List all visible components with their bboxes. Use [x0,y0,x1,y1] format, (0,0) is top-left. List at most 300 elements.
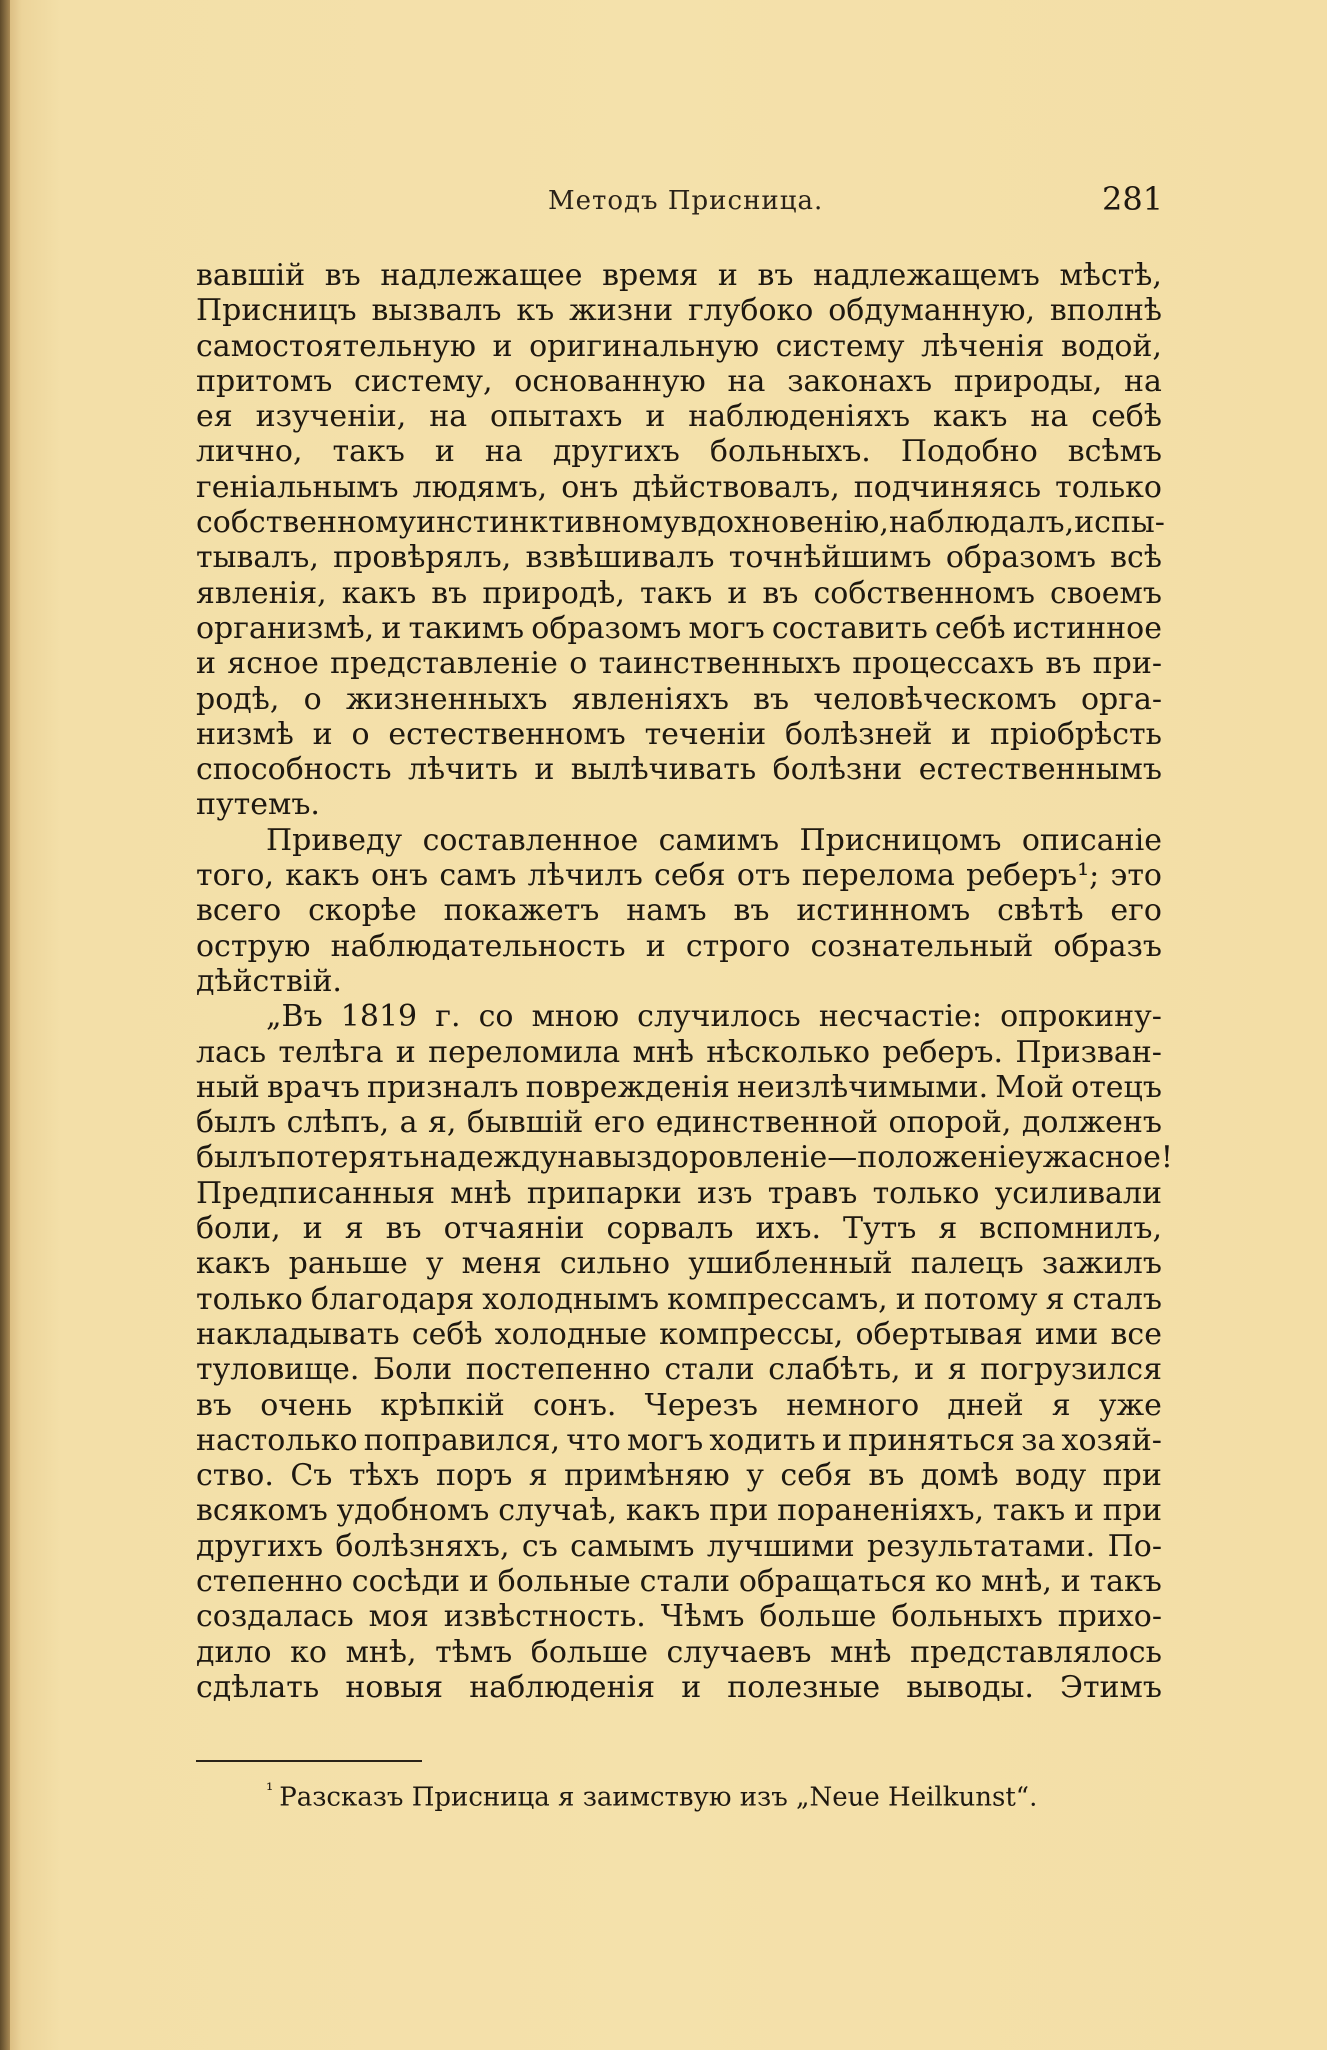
word: лично, [196,434,303,470]
word: „Въ [266,999,323,1035]
word: потерять [276,1140,420,1176]
word: глубоко [687,293,814,329]
word: лась [196,1034,267,1070]
text-line [196,540,1162,575]
text-line [196,964,1162,999]
word: больныхъ. [709,434,871,470]
word: провѣрялъ, [333,540,512,576]
word: приняться [848,1422,1015,1458]
word: ный [196,1069,260,1105]
body-text [196,258,1173,1705]
word: усиливали [994,1175,1162,1211]
word: въ [431,575,468,611]
word: мнѣ, [345,1634,417,1670]
word: свѣтѣ [997,893,1084,929]
word: строго [685,928,791,964]
word: сонъ. [532,1387,617,1423]
word: и [434,434,455,470]
word: 1819 [340,999,418,1035]
word: это [1110,858,1162,894]
word: такъ [332,434,405,470]
word: холодные [494,1316,647,1352]
text-line [196,293,1162,328]
word: явленіяхъ [571,681,729,717]
word: наблюденіяхъ [688,399,911,435]
word: поръ [435,1458,513,1494]
word: По- [1107,1528,1162,1564]
word: могъ [626,1422,704,1458]
word: лѣчить [408,752,518,788]
text-line [196,1529,1162,1564]
word: опытахъ [490,399,623,435]
word: такъ [1089,1563,1162,1599]
word: случаѣ, [498,1493,618,1529]
word: и [468,1563,489,1599]
word: къ [516,293,555,329]
word: мнѣ [830,1634,892,1670]
word: и [1074,1493,1094,1529]
word: надлежащемъ [813,258,1040,293]
text-line [196,1140,1173,1176]
word: процессахъ [852,646,1035,682]
word: домѣ [920,1458,999,1494]
word: при- [1092,646,1162,682]
word: законахъ [787,363,933,399]
text-line [196,1458,1162,1493]
word: и [951,716,972,752]
word: путемъ. [196,787,320,823]
word: стали [664,1352,755,1388]
word: уже [1098,1387,1162,1423]
word: онъ [561,469,619,505]
footnote-marker: ¹ [266,1780,274,1801]
word: себя [780,1458,852,1494]
word: отецъ [1071,1069,1162,1105]
word: слабѣть, [768,1352,901,1388]
word: себя [654,858,726,894]
word: палецъ [910,1246,1024,1282]
word: былъ [196,1140,277,1176]
word: ими [1034,1316,1099,1352]
word: прихо- [1057,1599,1162,1635]
word: въ [196,1387,232,1423]
word: людямъ, [412,469,548,505]
word: отчаяніи [443,1211,585,1247]
word: меня [461,1246,542,1282]
word: благодаря [310,1281,475,1317]
word: о [569,646,588,682]
word: пріобрѣсть [989,716,1162,752]
word: новыя [345,1669,444,1705]
word: его [593,1105,646,1141]
word: врачъ [266,1069,360,1105]
word: о [351,716,370,752]
word: такъ [639,575,713,611]
word: компрессамъ, [667,1281,888,1317]
word: какъ [341,575,417,611]
word: изученіи, [255,399,407,435]
word: въ [385,1211,422,1247]
word: такимъ [408,610,525,646]
word: такъ [992,1493,1066,1529]
word: вавшій [196,258,306,293]
text-line [196,1176,1162,1211]
word: я [1051,1387,1071,1423]
word: всѣмъ [1067,434,1162,470]
word: погрузился [980,1352,1162,1388]
word: вылѣчивать [570,752,757,788]
word: дѣйствій. [196,963,342,999]
word: сорвалъ [606,1211,734,1247]
word: у [746,1458,764,1494]
word: призналъ [366,1069,519,1105]
word: сосѣди [351,1563,461,1599]
footnote-rule [196,1760,422,1762]
word: Съ [290,1458,333,1494]
text-line [196,1035,1162,1070]
text-line [196,1317,1162,1352]
word: ужасное! [1025,1140,1173,1176]
word: представлялось [910,1634,1162,1670]
text-line [196,893,1162,928]
word: на [557,1140,596,1176]
word: въ [762,575,799,611]
word: холоднымъ [482,1281,660,1317]
word: зажилъ [1041,1246,1162,1282]
word: описаніе [1021,822,1162,858]
word: человѣческомъ [813,681,1057,717]
text-line [196,258,1162,293]
word: въ [757,258,794,293]
word: боли, [196,1211,281,1247]
word: явленія, [196,575,327,611]
word: своемъ [1049,575,1162,611]
text-line [196,929,1162,964]
word: Чѣмъ [660,1599,745,1635]
text-line [196,434,1162,469]
word: и [534,752,555,788]
word: испы- [1074,505,1165,541]
word: Боли [373,1352,453,1388]
word: я [344,1211,364,1247]
word: ихъ. [755,1211,821,1247]
text-line [196,1211,1162,1246]
word: ушибленный [688,1246,893,1282]
word: я [947,1352,967,1388]
word: какъ [196,1246,271,1282]
word: я [528,1458,548,1494]
word: только [196,1281,303,1317]
word: и [645,928,666,964]
word: ко [290,1634,327,1670]
text-line [196,752,1162,787]
word: жизни [569,293,674,329]
word: при [709,1493,769,1529]
text-line [196,1635,1162,1670]
word: Предписанныя [196,1175,436,1211]
word: я [1045,1281,1065,1317]
word: образомъ [945,540,1096,576]
text-line [196,399,1162,434]
word: дней [947,1387,1024,1423]
word: единственной [655,1105,879,1141]
word: накладывать [196,1316,400,1352]
word: наблюдательность [330,928,626,964]
text-line [196,682,1162,717]
word: переломила [428,1034,621,1070]
word: припарки [526,1175,682,1211]
word: удобномъ [336,1493,490,1529]
word: телѣга [278,1034,384,1070]
running-title: Методъ Присница. [548,186,824,216]
text-line [196,1352,1162,1387]
word: систему, [354,363,493,399]
word: наблюдалъ, [888,505,1075,541]
text-line [196,1423,1162,1458]
text-line [196,364,1162,399]
word: мнѣ, [980,1563,1052,1599]
word: на [727,363,766,399]
word: способность [196,752,392,788]
word: мнѣ [450,1175,512,1211]
text-line [196,823,1162,858]
word: надежду [419,1140,558,1176]
word: вызвалъ [371,293,502,329]
text-line [196,470,1162,505]
word: изъ [697,1175,753,1211]
word: лучшими [706,1528,855,1564]
word: вспомнилъ, [979,1211,1162,1247]
word: его [1110,893,1162,929]
word: того, [196,858,274,894]
word: составить [771,610,928,646]
word: туловище. [196,1352,360,1388]
word: образъ [1053,928,1162,964]
word: мнѣ [632,1034,694,1070]
word: больныхъ [891,1599,1043,1635]
text-line [196,646,1162,681]
word: себѣ [1091,399,1162,435]
word: что [566,1422,621,1458]
word: сильно [559,1246,671,1282]
word: ясное [227,646,319,682]
word: и [381,610,402,646]
word: орга- [1080,681,1162,717]
word: систему [775,328,905,364]
word: тѣхъ [348,1458,420,1494]
word: ея [196,399,233,435]
word: былъ [196,1105,277,1141]
word: крѣпкій [380,1387,505,1423]
word: результатами. [867,1528,1096,1564]
word: сталъ [1072,1281,1162,1317]
word: и [717,258,738,293]
word: поврежденія [525,1069,730,1105]
word: моя [368,1599,429,1635]
word: извѣстность. [443,1599,646,1635]
word: основанную [514,363,706,399]
word: бывшій [466,1105,584,1141]
word: другихъ [552,434,680,470]
word: выздоровленіе—положеніе [595,1140,1026,1176]
word: въ [1045,646,1082,682]
word: Этимъ [1059,1669,1162,1705]
word: самостоятельную [196,328,476,364]
word: и [681,1669,702,1705]
word: хозяй- [1061,1422,1162,1458]
word: водой, [1060,328,1162,364]
word: полезные [727,1669,881,1705]
text-line [196,999,1162,1034]
text-line [196,1388,1162,1423]
text-line [196,611,1162,646]
word: только [872,1175,980,1211]
word: при [1102,1458,1162,1494]
word: себѣ [934,610,1006,646]
text-line [196,1493,1162,1528]
word: съ [521,1528,558,1564]
word: болѣзни [772,752,903,788]
word: на [484,434,523,470]
word: подчиняясь [853,469,1042,505]
word: Тутъ [842,1211,917,1247]
word: потому [923,1281,1038,1317]
word: и [395,1034,416,1070]
word: всего [196,893,282,929]
word: надлежащее [380,258,583,293]
word: пораненіяхъ, [777,1493,985,1529]
word: себѣ [411,1316,483,1352]
word: у [425,1246,444,1282]
word: стали [639,1563,730,1599]
word: низмѣ [196,716,294,752]
word: и [312,716,333,752]
word: воду [1015,1458,1087,1494]
word: больные [497,1563,631,1599]
binding-shadow [0,0,10,2050]
word: на [429,399,468,435]
word: самимъ [658,822,780,858]
word: въ [868,1458,905,1494]
word: опорой, [888,1105,1012,1141]
word: примѣняю [564,1458,730,1494]
word: какъ [285,858,360,894]
text-line [196,1282,1162,1317]
word: представленіе [330,646,558,682]
word: притомъ [196,363,333,399]
word: тѣмъ [435,1634,513,1670]
word: я, [427,1105,457,1141]
word: въ [753,681,790,717]
word: обертывая [855,1316,1023,1352]
word: и [821,1422,842,1458]
word: покажетъ [443,893,600,929]
word: раньше [288,1246,408,1282]
word: другихъ [196,1528,324,1564]
word: время [602,258,699,293]
word: самымъ [570,1528,695,1564]
word: скорѣе [308,893,417,929]
word: вполнѣ [1049,293,1162,329]
text-line [196,1564,1162,1599]
word: какъ [933,399,1008,435]
word: жизненныхъ [345,681,548,717]
word: при [1102,1493,1162,1529]
text-line [196,329,1162,364]
word: тывалъ, [196,540,319,576]
word: ство. [196,1458,274,1494]
word: могъ [688,610,765,646]
word: и [895,1281,916,1317]
word: мною [531,999,620,1035]
word: онъ [370,858,429,894]
word: Черезъ [644,1387,759,1423]
word: истинное [1012,610,1162,646]
word: поправился, [363,1422,561,1458]
word: намъ [626,893,707,929]
footnote-text: Разсказъ Присница я заимствую изъ „Neue Heilkunst“. [279,1782,1038,1813]
text-line [196,858,1162,893]
word: Призван- [1015,1034,1162,1070]
text-line [196,1246,1162,1281]
word: сдѣлать [196,1669,320,1705]
word: Приведу [266,822,403,858]
word: геніальнымъ [196,469,399,505]
word: больше [759,1599,877,1635]
word: реберъ. [882,1034,1004,1070]
word: точнѣйшимъ [728,540,932,576]
word: и [645,399,666,435]
word: несчастіе: [818,999,982,1035]
word: обдуманную, [828,293,1035,329]
text-line [196,1670,1162,1705]
footnote [266,1780,1037,1813]
word: и [727,575,748,611]
word: на [1124,363,1162,399]
word: мѣстѣ, [1059,258,1162,293]
word: собственномъ [813,575,1035,611]
word: ко [935,1563,973,1599]
word: Присницомъ [799,822,1002,858]
word: создалась [196,1599,354,1635]
word: и [914,1352,935,1388]
word: и [196,646,216,682]
word: нѣсколько [706,1034,871,1070]
word: природы, [953,363,1103,399]
text-line [196,505,1165,541]
word: о [303,681,322,717]
word: случилось [637,999,801,1035]
word: неизлѣчимыми. [737,1069,989,1105]
word: больше [530,1634,648,1670]
word: дило [196,1634,272,1670]
word: за [1021,1422,1056,1458]
word: отъ [736,858,791,894]
word: дѣйствовалъ, [632,469,840,505]
word: какъ [625,1493,701,1529]
word: обращаться [738,1563,927,1599]
word: г. [435,999,461,1035]
word: компрессы, [659,1316,844,1352]
word: на [1030,399,1069,435]
word: самъ [439,858,517,894]
word: естественнымъ [918,752,1162,788]
word: болѣзней [784,716,933,752]
word: и [492,328,513,364]
word: болѣзняхъ, [335,1528,510,1564]
word: Подобно [900,434,1038,470]
word: реберъ¹; [966,858,1100,894]
